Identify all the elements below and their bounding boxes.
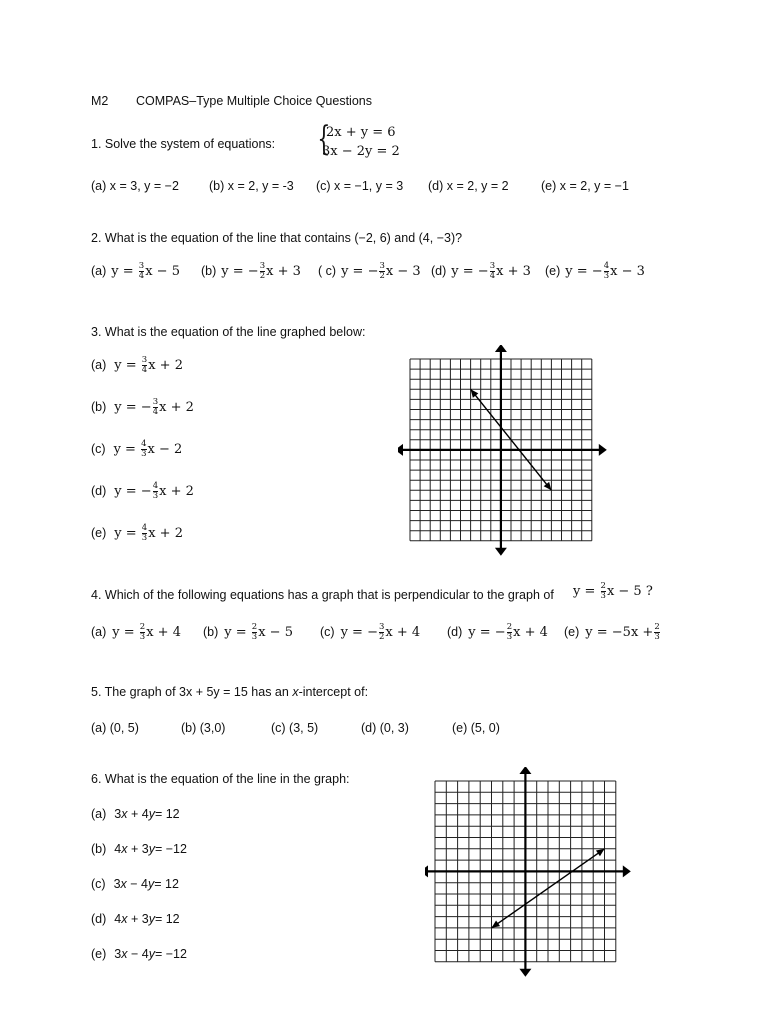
line-arrowhead: [492, 920, 501, 927]
q3-graph: [398, 345, 608, 560]
fraction-numerator: 3: [152, 397, 159, 407]
operator: − 4: [126, 877, 148, 891]
choice-label: (d): [91, 912, 107, 926]
fraction: [604, 262, 609, 281]
choice-label: (c): [91, 442, 106, 456]
rhs: = −12: [154, 947, 187, 961]
choice-label: (d): [431, 264, 447, 278]
var-2: y: [148, 912, 155, 926]
fraction-numerator: 2: [139, 622, 146, 632]
q2-choice-e[interactable]: [545, 262, 645, 281]
choice-equation: [114, 947, 187, 961]
equation-sign: −: [247, 264, 259, 279]
q6-choice-a[interactable]: [91, 807, 180, 821]
choice-equation: [468, 622, 548, 642]
q4-choice-d[interactable]: [447, 623, 548, 642]
equation-rest: x − 3: [385, 264, 421, 279]
operator: + 4: [127, 807, 149, 821]
x-axis-arrow: [425, 865, 428, 877]
doc-code: M2: [91, 94, 109, 108]
fraction-numerator: 4: [141, 523, 148, 533]
equation-rest: x + 3: [266, 264, 301, 279]
fraction: [153, 398, 158, 417]
choice-label: (c): [320, 625, 335, 639]
coef-a: 3: [114, 807, 122, 821]
var-2: y: [148, 807, 155, 821]
fraction-numerator: 3: [379, 261, 385, 271]
q1-eq1: 2x + y = 6: [326, 125, 396, 140]
equation-rest: x + 3: [496, 264, 531, 279]
fraction-denominator: 3: [654, 632, 660, 642]
choice-equation: [114, 842, 187, 856]
equation-rest: x − 2: [147, 442, 183, 457]
fraction: [379, 623, 384, 642]
choice-label: (d): [447, 625, 463, 639]
fraction-denominator: 2: [378, 632, 385, 642]
choice-equation: [114, 912, 179, 926]
equation-rest: x + 2: [148, 526, 183, 541]
var-1: x: [120, 877, 127, 891]
q5-choice-d[interactable]: (d) (0, 3): [361, 721, 409, 735]
q4-given-equation: y = $\frac{2}{3}$ x − 5 ?: [573, 581, 653, 601]
fraction-denominator: 2: [259, 271, 266, 281]
fraction-denominator: 2: [379, 271, 385, 281]
q1-choice-b[interactable]: (b) x = 2, y = -3: [209, 179, 294, 193]
coef-a: 4: [114, 912, 122, 926]
rhs: = 12: [154, 912, 180, 926]
fraction-numerator: 4: [152, 481, 159, 491]
choice-label: (a): [91, 264, 107, 278]
fraction-numerator: 3: [259, 261, 266, 271]
choice-equation: [341, 261, 421, 281]
fraction: [260, 262, 265, 281]
choice-label: (b): [91, 842, 107, 856]
equation-rest: x + 2: [159, 484, 194, 499]
equation-b: x + 4: [385, 625, 421, 640]
fraction-denominator: 3: [251, 632, 258, 642]
q1-choice-d[interactable]: (d) x = 2, y = 2: [428, 179, 509, 193]
var-2: y: [148, 947, 155, 961]
fraction-numerator: 4: [141, 439, 147, 449]
fraction-numerator: 3: [141, 355, 148, 365]
var-2: y: [148, 842, 155, 856]
rhs: = 12: [154, 877, 179, 891]
choice-label: (a): [91, 358, 107, 372]
equation-sign: −: [367, 264, 379, 279]
operator: − 4: [127, 947, 149, 961]
equation-b: x + 4: [513, 625, 548, 640]
equation-sign: −: [591, 264, 603, 279]
q6-choice-e[interactable]: [91, 947, 187, 961]
coef-a: 3: [114, 947, 122, 961]
equation-lhs: y =: [221, 264, 244, 279]
equation-sign: −: [140, 400, 152, 415]
q5-choice-e[interactable]: (e) (5, 0): [452, 721, 500, 735]
equation-sign: −: [477, 264, 489, 279]
fraction: [141, 440, 146, 459]
rhs: = 12: [154, 807, 180, 821]
doc-title: COMPAS–Type Multiple Choice Questions: [136, 94, 372, 108]
q3-choice-c[interactable]: [91, 440, 182, 459]
equation-sign: −: [140, 484, 152, 499]
q4-choice-b[interactable]: [203, 623, 293, 642]
equation-a: y =: [112, 625, 139, 640]
q5-choice-c[interactable]: (c) (3, 5): [271, 721, 319, 735]
q1-choice-c[interactable]: (c) x = −1, y = 3: [316, 179, 404, 193]
equation-lhs: y =: [341, 264, 364, 279]
choice-equation: [224, 622, 293, 642]
q3-choice-d[interactable]: [91, 482, 194, 501]
fraction-denominator: 4: [138, 271, 145, 281]
choice-equation: [565, 261, 645, 281]
equation-b: x − 5: [258, 625, 293, 640]
choice-equation: [114, 397, 194, 417]
equation-rest: x + 2: [148, 358, 183, 373]
fraction-numerator: 3: [378, 622, 385, 632]
fraction-denominator: 4: [489, 271, 496, 281]
fraction: [139, 262, 144, 281]
choice-label: (e): [564, 625, 580, 639]
choice-equation: [112, 622, 181, 642]
fraction-denominator: 4: [141, 365, 148, 375]
fraction-numerator: 2: [251, 622, 258, 632]
choice-equation: [451, 261, 531, 281]
y-axis-arrow: [495, 548, 507, 556]
choice-equation: [114, 807, 179, 821]
line-arrowhead: [596, 849, 605, 856]
choice-label: ( c): [318, 264, 337, 278]
equation-lhs: y =: [114, 358, 137, 373]
choice-label: (c): [91, 877, 106, 891]
fraction: [142, 524, 147, 543]
q5-stem: 5. The graph of 3x + 5y = 15 has an x-intercept of:: [91, 685, 369, 699]
fraction-numerator: 2: [654, 622, 660, 632]
choice-equation: [114, 877, 179, 891]
q2-stem: 2. What is the equation of the line that contains (−2, 6) and (4, −3)?: [91, 231, 463, 245]
var-1: x: [121, 912, 128, 926]
q4-stem: 4. Which of the following equations has a graph that is perpendicular to the graph of: [91, 588, 554, 602]
q6-graph: [425, 767, 635, 982]
equation-lhs: y =: [114, 526, 137, 541]
fraction-denominator: 3: [603, 271, 610, 281]
choice-equation: [114, 523, 183, 543]
choice-label: (b): [201, 264, 217, 278]
equation-a: y =: [224, 625, 251, 640]
q5-choice-b[interactable]: (b) (3,0): [181, 721, 226, 735]
equation-lhs: y =: [114, 484, 137, 499]
var-1: x: [121, 807, 128, 821]
fraction: [654, 623, 659, 642]
operator: + 3: [127, 842, 149, 856]
q3-choice-b[interactable]: [91, 398, 194, 417]
fraction: [379, 262, 384, 281]
equation-rest: x − 3: [610, 264, 645, 279]
choice-label: (e): [91, 526, 107, 540]
coef-a: 4: [114, 842, 122, 856]
choice-label: (e): [91, 947, 107, 961]
equation-a: y = −: [340, 625, 378, 640]
q3-choice-a[interactable]: [91, 356, 183, 375]
choice-label: (b): [91, 400, 107, 414]
choice-equation: [221, 261, 301, 281]
fraction: [153, 482, 158, 501]
q4-choice-a[interactable]: [91, 623, 181, 642]
choice-label: (b): [203, 625, 219, 639]
q1-choice-a[interactable]: (a) x = 3, y = −2: [91, 179, 179, 193]
q1-stem: 1. Solve the system of equations:: [91, 137, 276, 151]
var-2: y: [147, 877, 155, 891]
q2-choice-c[interactable]: [318, 262, 421, 281]
fraction-numerator: 3: [138, 261, 145, 271]
fraction-denominator: 3: [506, 632, 513, 642]
equation-lhs: y =: [565, 264, 588, 279]
fraction-denominator: 3: [139, 632, 146, 642]
equation-lhs: y =: [451, 264, 474, 279]
equation-lhs: y =: [111, 264, 134, 279]
rhs: = −12: [154, 842, 187, 856]
choice-equation: [114, 355, 183, 375]
q6-choice-d[interactable]: [91, 912, 180, 926]
q2-choice-d[interactable]: [431, 262, 531, 281]
equation-rest: x + 2: [159, 400, 194, 415]
fraction: [507, 623, 512, 642]
fraction-numerator: 3: [489, 261, 496, 271]
fraction-numerator: 2: [506, 622, 513, 632]
fraction-denominator: 3: [152, 491, 159, 501]
fraction: [252, 623, 257, 642]
system-brace: {: [317, 119, 331, 159]
q4-choice-e[interactable]: [564, 623, 661, 642]
choice-equation: [340, 622, 421, 642]
q6-choice-c[interactable]: [91, 877, 179, 891]
fraction: [490, 262, 495, 281]
equation-lhs: y =: [114, 400, 137, 415]
fraction: [142, 356, 147, 375]
choice-label: (a): [91, 625, 107, 639]
q6-stem: 6. What is the equation of the line in the graph:: [91, 772, 350, 786]
choice-equation: [114, 481, 194, 501]
choice-equation: [113, 439, 183, 459]
equation-lhs: y =: [113, 442, 136, 457]
equation-a: y = −: [468, 625, 506, 640]
q6-choice-b[interactable]: [91, 842, 187, 856]
choice-equation: [111, 261, 180, 281]
q3-choice-e[interactable]: [91, 524, 183, 543]
choice-label: (d): [91, 484, 107, 498]
fraction-denominator: 3: [141, 533, 148, 543]
choice-label: (a): [91, 807, 107, 821]
x-axis-arrow: [623, 865, 631, 877]
x-axis-arrow: [599, 444, 607, 456]
fraction-denominator: 4: [152, 407, 159, 417]
fraction-denominator: 3: [141, 449, 147, 459]
choice-equation: [585, 622, 660, 642]
y-axis-arrow: [519, 969, 531, 977]
q1-eq2: 3x − 2y = 2: [322, 144, 400, 159]
operator: + 3: [127, 912, 149, 926]
equation-rest: x − 5: [145, 264, 180, 279]
equation-b: x + 4: [146, 625, 181, 640]
q3-stem: 3. What is the equation of the line graphed below:: [91, 325, 366, 339]
x-axis-arrow: [398, 444, 403, 456]
q2-choice-b[interactable]: [201, 262, 301, 281]
y-axis-arrow: [495, 345, 507, 352]
coef-a: 3: [113, 877, 121, 891]
q1-choice-e[interactable]: (e) x = 2, y = −1: [541, 179, 629, 193]
q2-choice-a[interactable]: [91, 262, 180, 281]
q4-choice-c[interactable]: [320, 623, 420, 642]
var-1: x: [121, 842, 128, 856]
y-axis-arrow: [519, 767, 531, 774]
fraction: [140, 623, 145, 642]
equation-a: y = −5x +: [585, 625, 654, 640]
fraction-numerator: 4: [603, 261, 610, 271]
var-1: x: [121, 947, 128, 961]
q5-choice-a[interactable]: (a) (0, 5): [91, 721, 139, 735]
choice-label: (e): [545, 264, 561, 278]
